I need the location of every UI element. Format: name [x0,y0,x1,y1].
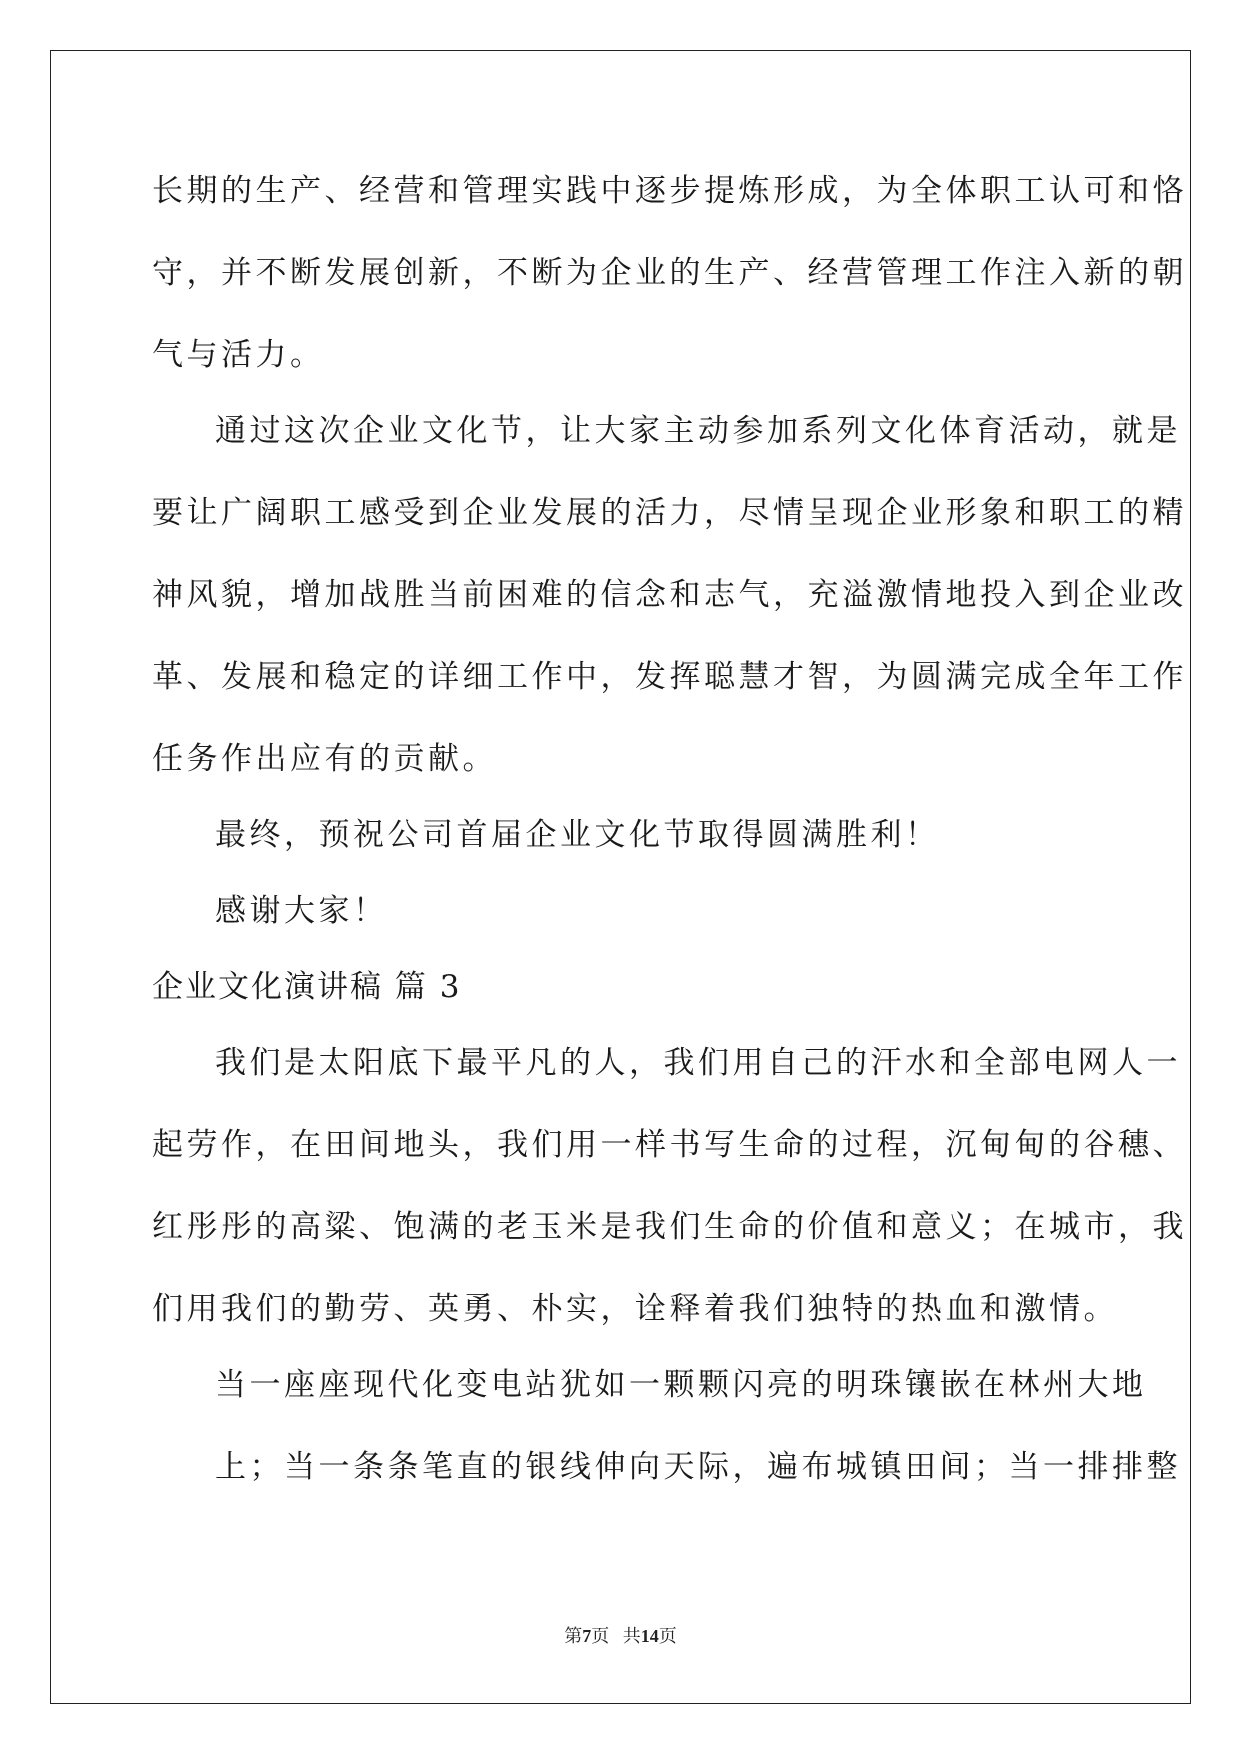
text-line: 革、发展和稳定的详细工作中，发挥聪慧才智，为圆满完成全年工作 [152,659,1187,695]
footer-total-suffix: 页 [658,1626,677,1646]
text-line: 气与活力。 [152,337,325,373]
footer-page-word: 页 [591,1626,610,1646]
document-body [152,165,1187,1523]
paragraph-start-line: 感谢大家！ [215,893,388,929]
text-line: 长期的生产、经营和管理实践中逐步提炼形成，为全体职工认可和恪 [152,173,1187,209]
text-line: 上；当一条条笔直的银线伸向天际，遍布城镇田间；当一排排整 [215,1449,1181,1485]
text-line: 红彤彤的高粱、饱满的老玉米是我们生命的价值和意义；在城市，我 [152,1209,1187,1245]
current-page-number: 7 [582,1626,592,1646]
footer-prefix: 第 [564,1626,583,1646]
section-heading: 企业文化演讲稿 篇 3 [152,969,462,1005]
paragraph-start-line: 我们是太阳底下最平凡的人，我们用自己的汗水和全部电网人一 [215,1045,1181,1081]
text-line: 神风貌，增加战胜当前困难的信念和志气，充溢激情地投入到企业改 [152,577,1187,613]
text-line: 起劳作，在田间地头，我们用一样书写生命的过程，沉甸甸的谷穗、 [152,1127,1187,1163]
paragraph-start-line: 最终，预祝公司首届企业文化节取得圆满胜利！ [215,817,940,853]
paragraph-start-line: 通过这次企业文化节，让大家主动参加系列文化体育活动，就是 [215,413,1181,449]
footer-total-prefix: 共 [622,1626,641,1646]
paragraph-start-line: 当一座座现代化变电站犹如一颗颗闪亮的明珠镶嵌在林州大地 [215,1367,1147,1403]
text-line: 任务作出应有的贡献。 [152,741,497,777]
total-pages-number: 14 [640,1626,659,1646]
text-line: 们用我们的勤劳、英勇、朴实，诠释着我们独特的热血和激情。 [152,1291,1118,1327]
text-line: 要让广阔职工感受到企业发展的活力，尽情呈现企业形象和职工的精 [152,495,1187,531]
text-line: 守，并不断发展创新，不断为企业的生产、经营管理工作注入新的朝 [152,255,1187,291]
page-footer [0,1622,1241,1648]
